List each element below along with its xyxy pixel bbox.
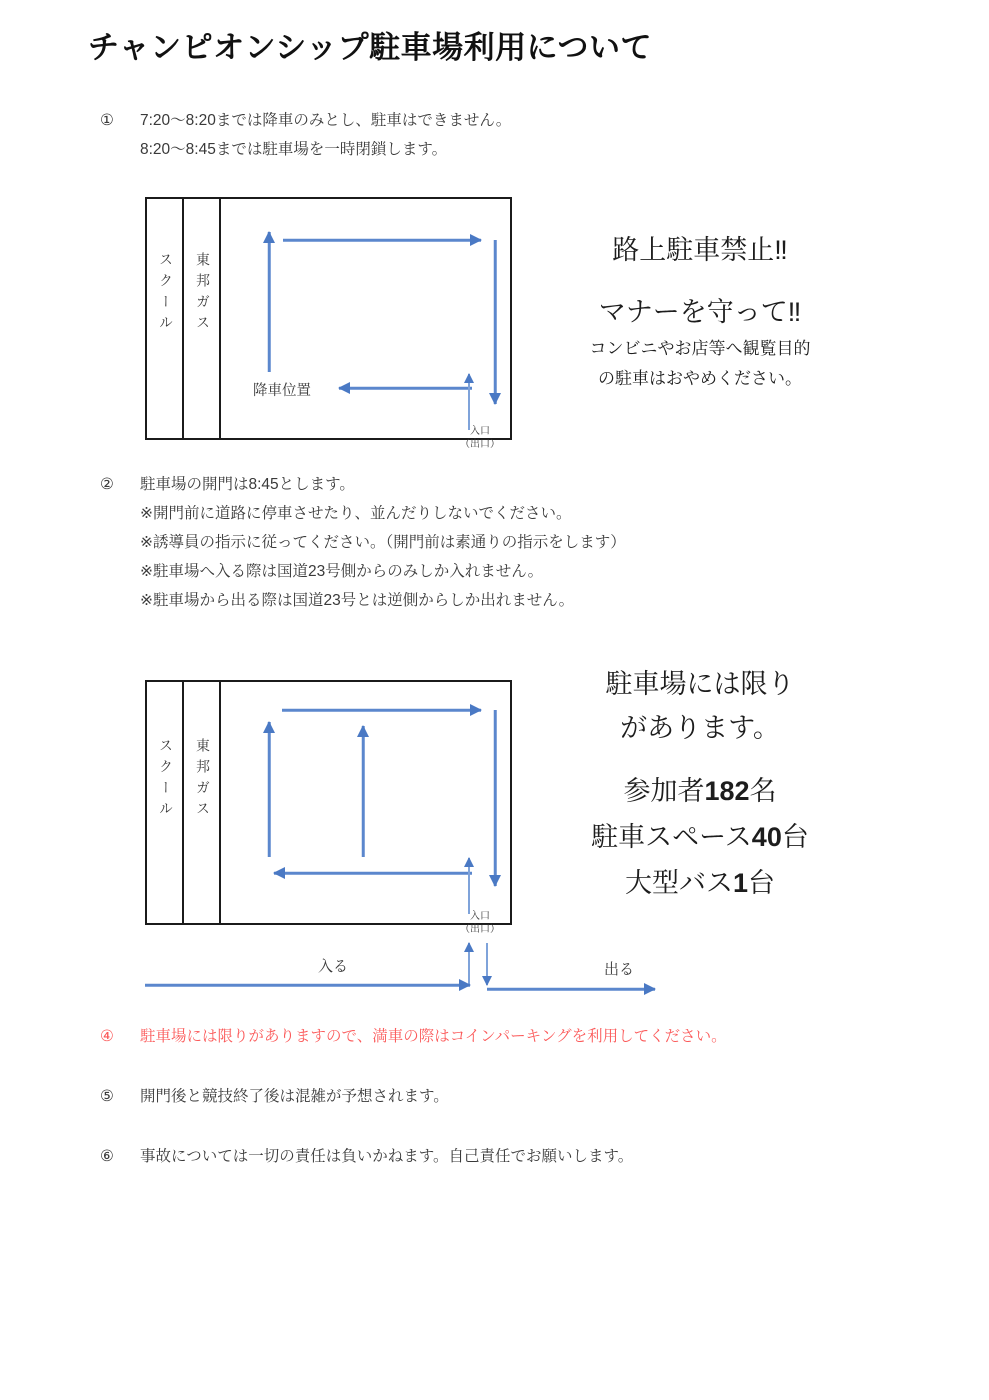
gate-exit-text: （出口） [460, 924, 500, 935]
item-marker: ② [100, 476, 114, 493]
item-line: 開門後と競技終了後は混雑が予想されます。 [140, 1088, 449, 1105]
notice-line: 駐車場には限り [605, 669, 795, 699]
item-line: 駐車場の開門は8:45とします。 [140, 476, 355, 493]
dropoff-label-1: 降車位置 [253, 383, 311, 399]
list-item-4 [100, 1022, 727, 1051]
item-line: 駐車場には限りがありますので、満車の際はコインパーキングを利用してください。 [140, 1028, 727, 1045]
stat-value: 40 [751, 822, 782, 852]
street-label-out: 出る [604, 961, 635, 978]
flow-arrow-top-2 [282, 703, 481, 717]
stat-label: 駐車スペース [591, 822, 752, 852]
gate-entrance-text: 入口 [470, 426, 490, 437]
item-text [140, 1082, 449, 1111]
stat-unit: 名 [749, 776, 777, 806]
item-line: 7:20〜8:20までは降車のみとし、駐車はできません。 [140, 112, 512, 129]
lot-to-street-arrow [481, 943, 493, 985]
page-title: チャンピオンシップ駐車場利用について [88, 30, 653, 65]
gate-exit-text: （出口） [460, 439, 500, 450]
notice-block-2 [545, 662, 855, 906]
item-marker: ④ [100, 1028, 114, 1045]
notice-line: マナーを守って‼ [598, 297, 802, 327]
gate-label-2 [452, 910, 508, 936]
item-line: 事故については一切の責任は負いかねます。自己責任でお願いします。 [140, 1148, 634, 1165]
flow-arrow-left-up-2 [262, 722, 276, 857]
stat-value: 182 [704, 776, 750, 806]
notice-line: があります。 [620, 713, 780, 743]
notice-line: 路上駐車禁止‼ [612, 235, 788, 265]
flow-arrow-right-down-2 [488, 710, 502, 886]
stat-unit: 台 [781, 822, 809, 852]
stat-label: 大型バス [624, 868, 733, 898]
item-text [140, 1142, 633, 1171]
school-column-label-2: スクール [158, 738, 174, 822]
stat-unit: 台 [748, 868, 776, 898]
notice-line: の駐車はおやめください。 [598, 369, 802, 388]
item-line: 8:20〜8:45までは駐車場を一時閉鎖します。 [140, 141, 448, 158]
gate-entrance-text: 入口 [470, 911, 490, 922]
lot-divider-gas-2 [219, 680, 221, 925]
stat-label: 参加者 [623, 776, 705, 806]
item-line: ※駐車場へ入る際は国道23号側からのみしか入れません。 [140, 563, 544, 580]
stat-value: 1 [732, 868, 749, 898]
flow-arrow-bottom-2 [274, 866, 472, 880]
item-text [140, 1022, 727, 1051]
item-marker: ⑤ [100, 1088, 114, 1105]
stat-large-bus [545, 860, 855, 906]
item-line: ※駐車場から出る際は国道23号とは逆側からしか出れません。 [140, 592, 575, 609]
gas-column-label-2: 東邦ガス [195, 738, 211, 822]
stat-participants [545, 768, 855, 814]
school-column-label-1: スクール [158, 252, 174, 336]
item-marker: ① [100, 112, 114, 129]
street-arrow-in [145, 978, 470, 992]
gas-column-label-1: 東邦ガス [195, 252, 211, 336]
gate-entrance-arrow-2 [463, 858, 475, 914]
list-item-5 [100, 1082, 449, 1111]
street-label-in: 入る [318, 958, 349, 975]
flow-arrow-middle-up-2 [356, 726, 370, 857]
notice-line: コンビニやお店等へ観覧目的 [589, 339, 811, 358]
lot-divider-school-2 [182, 680, 184, 925]
item-line: ※開門前に道路に停車させたり、並んだりしないでください。 [140, 505, 572, 522]
item-marker: ⑥ [100, 1148, 114, 1165]
stat-parking-spaces [545, 814, 855, 860]
street-arrow-out [487, 982, 655, 996]
item-line: ※誘導員の指示に従ってください。（開門前は素通りの指示をします） [140, 534, 626, 551]
list-item-6 [100, 1142, 633, 1171]
